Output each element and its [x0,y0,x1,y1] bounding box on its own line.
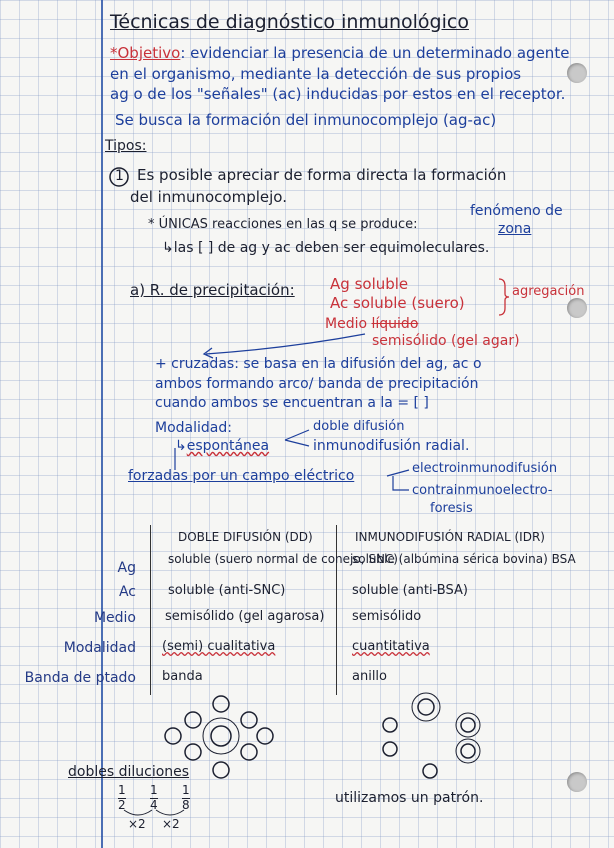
precipitacion-label: a) R. de precipitación: [130,281,295,299]
radial-diffusion-diagram [380,683,490,783]
fork-arrow-icon [385,462,413,496]
precip-ac [330,295,465,312]
cruzadas-line-2: ambos formando arco/ banda de precipitación [155,376,479,392]
table-divider [336,525,337,695]
punch-hole [567,63,587,83]
table-divider [150,525,151,695]
diluciones-label [68,764,189,780]
precip-medio-semisolido: semisólido (gel agar) [372,333,520,349]
table-row-label: Ag [117,560,136,576]
precip-ag-prefix: Ag [330,275,350,293]
table-cell: semisólido (gel agarosa) [165,609,325,624]
table-cell: semisólido [352,609,422,624]
punch-hole [567,772,587,792]
agregacion-text: agregación [512,284,585,299]
zona-text: zona [498,221,532,237]
radial-text: inmunodifusión radial. [313,438,470,454]
table-row-label: Banda de ptado [24,670,136,686]
punch-hole [567,298,587,318]
fraction-den: 4 [150,797,158,812]
cruzadas-line-3: cuando ambos se encuentran a la = [ ] [155,395,429,411]
table-cell: soluble (suero normal de conejo, SNC) [168,552,398,566]
table-cell-text: (semi) cualitativa [162,639,276,654]
table-cell: soluble (anti-SNC) [168,583,286,598]
foresis-text: foresis [430,501,473,516]
doble-difusion-text: doble difusión [313,419,405,434]
table-cell: banda [162,669,203,684]
point1-line-2: del inmunocomplejo. [130,188,287,206]
table-cell: anillo [352,669,387,684]
table-cell-text: cuantitativa [352,639,430,654]
table-row-label: Ac [118,584,136,600]
forzadas-text [128,468,354,484]
objetivo-line-1 [110,45,569,62]
objetivo-text-3: ag o de los "señales" (ac) inducidas por estos en el receptor. [110,85,566,103]
precip-ac-value: soluble (suero) [353,294,465,312]
precip-medio-liquido: líquido [371,316,419,332]
objetivo-label: *Objetivo [110,44,181,62]
unicas-line-1: * ÚNICAS reacciones en las q se produce: [148,217,418,232]
fraction-den: 2 [118,797,126,812]
margin-line [101,0,103,848]
unicas-line-2: ↳las [ ] de ag y ac deben ser equimoleculares. [162,240,490,256]
espontanea-text: ↳espontánea [175,438,270,454]
times-two: ×2 [128,817,146,831]
fraction-num: 1 [182,783,190,797]
patron-text: utilizamos un patrón. [335,790,484,806]
page-title: Técnicas de diagnóstico inmunológico [110,11,469,33]
diluciones-text: dobles diluciones [68,764,190,780]
contrainmuno-text: contrainmunoelectro- [412,483,553,498]
table-cell [352,640,430,655]
forzadas-label: forzadas por un campo eléctrico [128,468,355,484]
table-col1-header: DOBLE DIFUSIÓN (DD) [178,530,313,544]
objetivo-text-2: en el organismo, mediante la detección de sus propios [110,65,522,83]
table-cell [162,640,275,655]
tipos-label: Tipos: [105,138,147,154]
point1-line-1: Es posible apreciar de forma directa la formación [137,166,507,184]
precip-ag [330,276,408,293]
cruzadas-line-1: + cruzadas: se basa en la difusión del ag, ac o [155,356,482,372]
fork-arrow-icon [283,424,313,452]
precip-medio-prefix: Medio [325,316,368,332]
modalidad-label: Modalidad: [155,420,232,436]
busca-text: Se busca la formación del inmunocomplejo (ag-ac) [115,111,497,129]
fraction-den: 8 [182,797,190,812]
table-row-label: Modalidad [63,640,136,656]
electroinmuno-text: electroinmunodifusión [412,461,558,476]
fenomeno-text: fenómeno de [470,203,563,219]
times-two: ×2 [162,817,180,831]
fraction-num: 1 [118,783,126,797]
bracket-icon [498,278,510,316]
table-cell: soluble (albúmina sérica bovina) BSA [352,552,576,566]
table-row-label: Medio [93,610,136,626]
espontanea-label: espontánea [186,438,270,454]
precip-ac-prefix: Ac [330,294,349,312]
table-cell: soluble (anti-BSA) [352,583,468,598]
precip-ag-value: soluble [354,275,409,293]
point1-number: 1 [115,168,124,184]
fraction-num: 1 [150,783,158,797]
table-col2-header: INMUNODIFUSIÓN RADIAL (IDR) [355,530,545,544]
objetivo-text-1: : evidenciar la presencia de un determinado agente [180,44,570,62]
